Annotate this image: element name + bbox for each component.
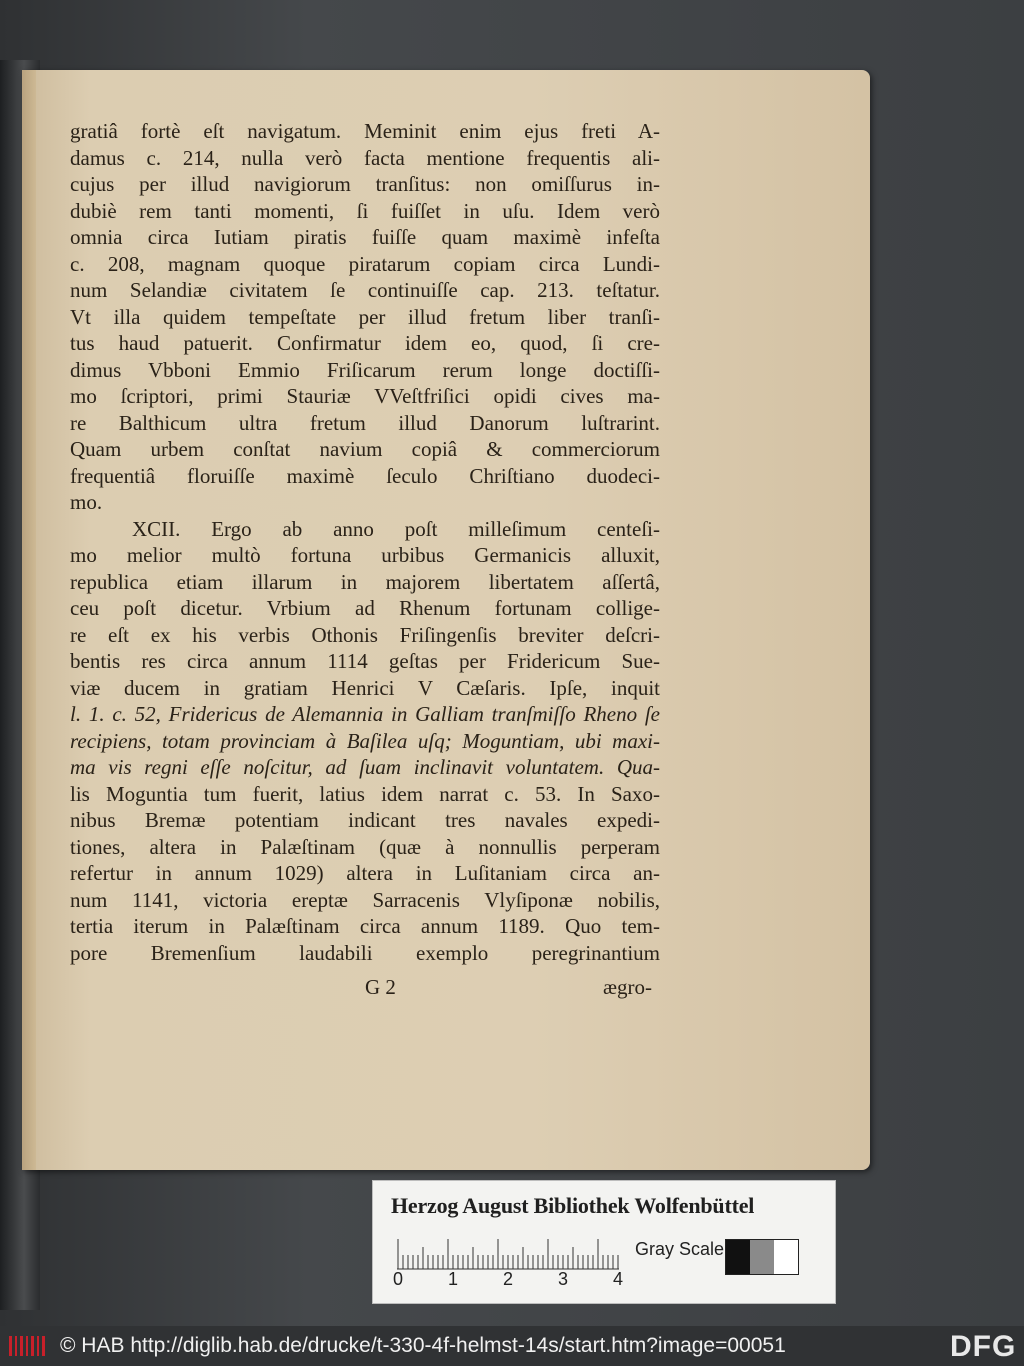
text-line: tertia iterum in Palæſtinam circa annum 1189. Quo tem- [70,914,660,938]
text-line: mo ſcriptori, primi Stauriæ VVeſtfriſici opidi cives ma- [70,384,660,408]
gray-swatch-black [726,1240,750,1274]
catchword: ægro- [603,975,652,999]
gray-scale-label: Gray Scale [635,1239,725,1259]
gray-scale-swatch [725,1239,799,1275]
text-line: bentis res circa annum 1114 geſtas per Fridericum Sue- [70,649,660,673]
gray-swatch-mid [750,1240,774,1274]
signature-mark: G 2 [365,975,396,999]
text-line: damus c. 214, nulla verò facta mentione frequentis ali- [70,145,660,170]
section-heading-line: XCII. Ergo ab anno poſt milleſimum centeſi- [132,516,660,541]
text-line: c. 208, magnam quoque piratarum copiam circa Lundi- [70,251,660,276]
text-line: tiones, altera in Palæſtinam (quæ à nonnullis perperam [70,834,660,859]
text-line: tus haud patuerit. Confirmatur idem eo, quod, ſi cre- [70,331,660,355]
ruler-label: 2 [503,1269,514,1289]
page-footer [70,975,660,1003]
ruler-scale-icon [397,1231,619,1271]
library-name: Herzog August Bibliothek Wolfenbüttel [391,1193,755,1218]
ruler-label: 4 [613,1269,624,1289]
text-line: num 1141, victoria ereptæ Sarracenis Vlyſiponæ nobilis, [70,887,660,912]
text-line: dimus Vbboni Emmio Friſicarum rerum longe doctiſſi- [70,357,660,382]
text-line: republica etiam illarum in majorem libertatem aſſertâ, [70,569,660,594]
text-line: frequentiâ floruiſſe maximè ſeculo Chriſtiano duodeci- [70,463,660,488]
text-line: dubiè rem tanti momenti, ſi fuiſſet in uſu. Idem verò [70,198,660,223]
ruler-labels [393,1269,633,1293]
quotation-line: l. 1. c. 52, Fridericus de Alemannia in Galliam tranſmiſſo Rheno ſe [70,702,660,726]
page-spine-shadow [22,70,36,1170]
text-line: cujus per illud navigiorum tranſitus: non omiſſurus in- [70,172,660,196]
text-line: Vt illa quidem tempeſtate per illud fretum liber tranſi- [70,304,660,329]
text-line: omnia circa Iutiam piratis fuiſſe quam maximè infeſta [70,225,660,249]
ruler-label: 3 [558,1269,569,1289]
ruler-label: 0 [393,1269,404,1289]
text-line: pore Bremenſium laudabili exemplo peregrinantium [70,940,660,965]
text-line: mo. [70,490,103,514]
quotation-line: ma vis regni eſſe noſcitur, ad ſuam inclinavit voluntatem. Qua- [70,755,660,779]
copyright-url[interactable]: © HAB http://diglib.hab.de/drucke/t-330-4f-helmst-14s/start.htm?image=00051 [60,1334,786,1357]
text-line: refertur in annum 1029) altera in Luſitaniam circa an- [70,861,660,885]
ruler-label: 1 [448,1269,459,1289]
text-line: gratiâ fortè eſt navigatum. Meminit enim ejus freti A- [70,119,660,143]
library-color-target-card [372,1180,836,1304]
text-line: viæ ducem in gratiam Henrici V Cæſaris. Ipſe, inquit [70,675,660,700]
text-line: Quam urbem conſtat navium copiâ & commerciorum [70,437,660,461]
status-bar [0,1326,1024,1366]
quotation-line: recipiens, totam provinciam à Baſilea uſq; Moguntiam, ubi maxi- [70,728,660,753]
text-line: num Selandiæ civitatem ſe continuiſſe cap. 213. teſtatur. [70,278,660,302]
text-line: re Balthicum ultra fretum illud Danorum luſtrarint. [70,410,660,435]
text-line: nibus Bremæ potentiam indicant tres navales expedi- [70,808,660,832]
text-line: lis Moguntia tum fuerit, latius idem narrat c. 53. In Saxo- [70,781,660,806]
gray-swatch-white [774,1240,798,1274]
hab-barcode-icon [8,1335,48,1357]
text-line: re eſt ex his verbis Othonis Friſingenſis breviter deſcri- [70,622,660,647]
text-line: ceu poſt dicetur. Vrbium ad Rhenum fortunam collige- [70,596,660,620]
page-text-block [70,118,660,966]
dfg-logo: DFG [950,1330,1017,1363]
text-line: mo melior multò fortuna urbibus Germanicis alluxit, [70,543,660,567]
